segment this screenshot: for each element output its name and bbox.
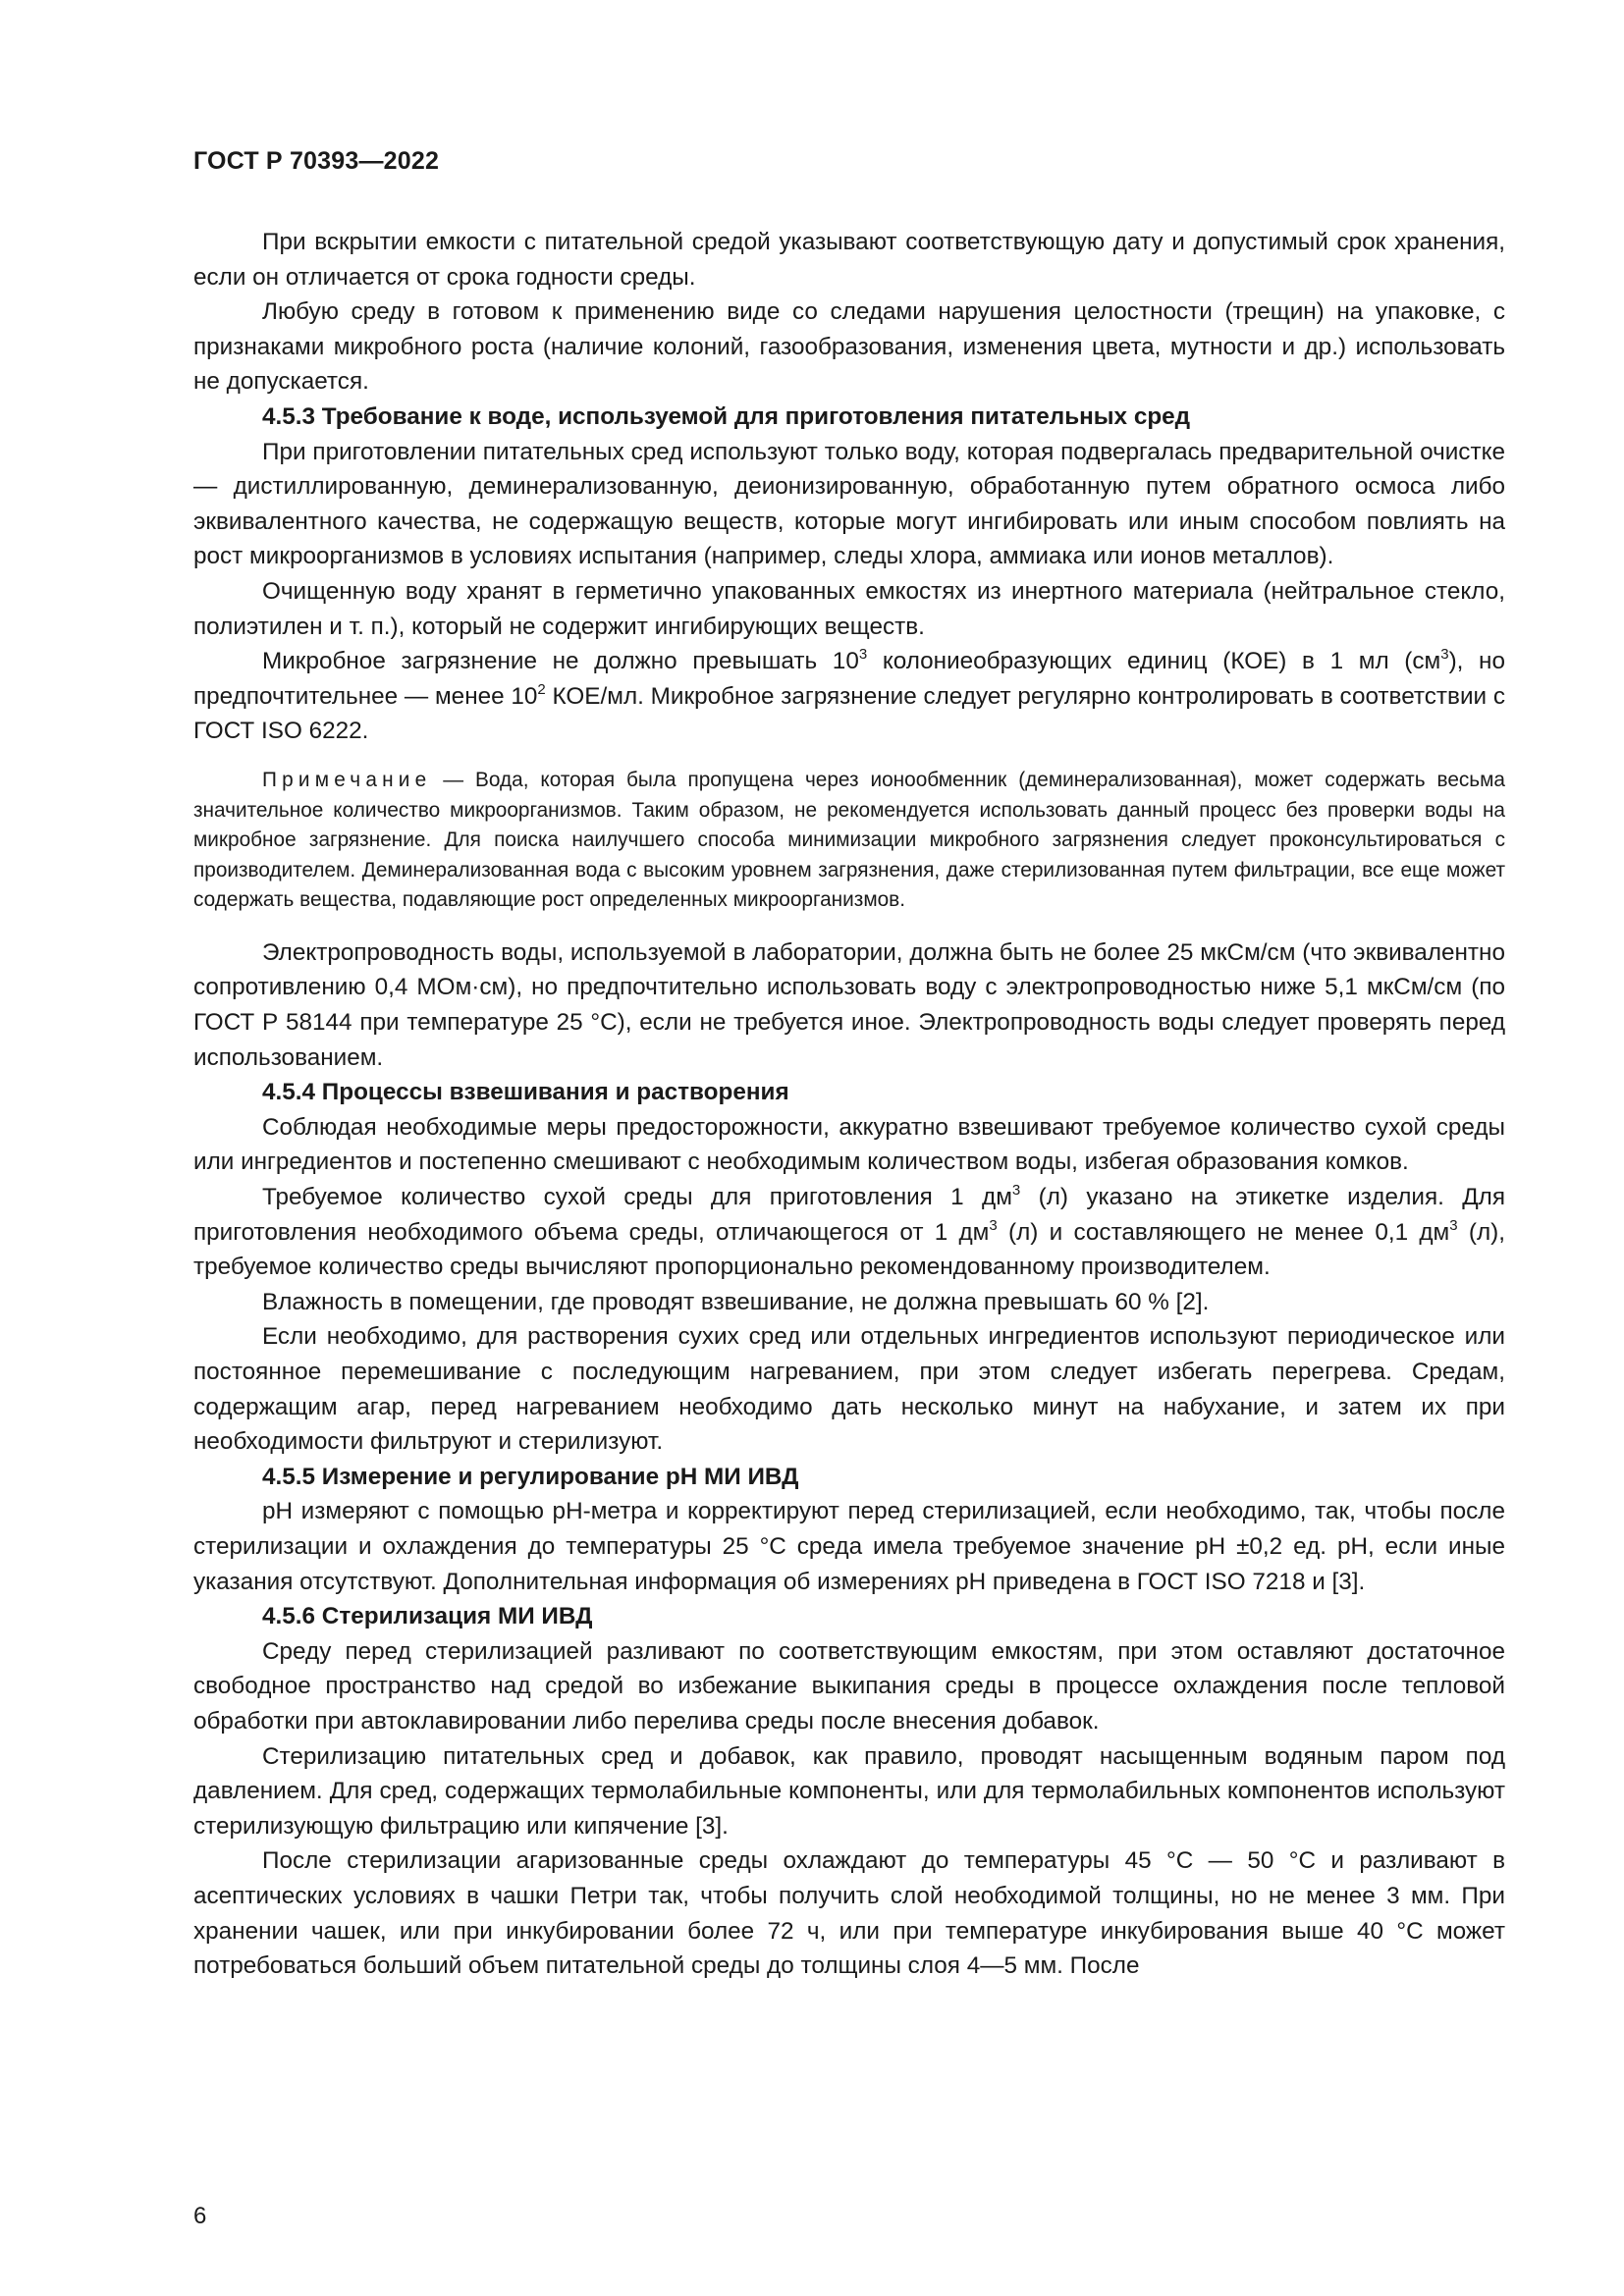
paragraph-dissolution: Если необходимо, для растворения сухих сред или отдельных ингредиентов используют периодическое или постоянное перемешивание с последующим нагреванием, при этом следует избегать перегрева. Средам, содержащим агар, перед нагреванием необходимо дать несколько минут на набухание, и затем их при необходимости фильтруют и стерилизуют. bbox=[193, 1323, 1505, 1456]
paragraph-damaged-media: Любую среду в готовом к применению виде со следами нарушения целостности (трещин) на упаковке, с признаками микробного роста (наличие колоний, газообразования, изменения цвета, мутности и др.) использовать не допускается. bbox=[193, 298, 1505, 396]
paragraph-opening-date: При вскрытии емкости с питательной средой указывают соответствующую дату и допустимый срок хранения, если он отличается от срока годности среды. bbox=[193, 229, 1505, 291]
page-number: 6 bbox=[193, 2203, 207, 2229]
section-heading-4-5-5: 4.5.5 Измерение и регулирование рН МИ ИВД bbox=[262, 1463, 799, 1490]
paragraph-humidity: Влажность в помещении, где проводят взвешивание, не должна превышать 60 % [2]. bbox=[262, 1288, 1210, 1315]
note-label: Примечание bbox=[262, 768, 432, 791]
section-heading-4-5-4: 4.5.4 Процессы взвешивания и растворения bbox=[262, 1079, 789, 1106]
paragraph-dry-media-quantity: Требуемое количество сухой среды для приготовления 1 $дм^3$ (л) указано на этикетке изделия. Для приготовления необходимого объема среды, отличающегося от 1 $дм^3$ (л) и составляющего не менее 0,1 $дм^3$ (л), требуемое количество среды вычисляют пропорционально рекомендованному производителем. bbox=[193, 1182, 1505, 1281]
document-body bbox=[193, 225, 1505, 1984]
paragraph-ph-measurement: рН измеряют с помощью рН-метра и корректируют перед стерилизацией, если необходимо, так, чтобы после стерилизации и охлаждения до температуры 25 °С среда имела требуемое значение рН ±0,2 ед. рН, если иные указания отсутствуют. Дополнительная информация об измерениях рН приведена в ГОСТ ISO 7218 и [3]. bbox=[193, 1498, 1505, 1595]
paragraph-water-storage: Очищенную воду хранят в герметично упакованных емкостях из инертного материала (нейтральное стекло, полиэтилен и т. п.), который не содержит ингибирующих веществ. bbox=[193, 577, 1505, 640]
section-heading-4-5-6: 4.5.6 Стерилизация МИ ИВД bbox=[262, 1603, 593, 1630]
paragraph-steam-sterilization: Стерилизацию питательных сред и добавок, как правило, проводят насыщенным водяным паром под давлением. Для сред, содержащих термолабильные компоненты, или для термолабильных компонентов используют стерилизующую фильтрацию или кипячение [3]. bbox=[193, 1742, 1505, 1840]
document-code-header: ГОСТ Р 70393—2022 bbox=[193, 147, 440, 175]
note-block bbox=[193, 766, 1505, 916]
paragraph-dispensing: Среду перед стерилизацией разливают по соответствующим емкостям, при этом оставляют достаточное свободное пространство над средой во избежание выкипания среды в процессе охлаждения после тепловой обработки при автоклавировании либо перелива среды после внесения добавок. bbox=[193, 1637, 1505, 1735]
paragraph-microbial-contamination: Микробное загрязнение не должно превышать $10^3$ колониеобразующих единиц (КОЕ) в 1 мл $(см^3)$, но предпочтительнее — менее $10^2$ КОЕ/мл. Микробное загрязнение следует регулярно контролировать в соответствии с ГОСТ ISO 6222. bbox=[193, 646, 1505, 745]
note-text: — Вода, которая была пропущена через ионообменник (деминерализованная), может содержать весьма значительное количество микроорганизмов. Таким образом, не рекомендуется использовать данный процесс без проверки воды на микробное загрязнение. Для поиска наилучшего способа минимизации микробного загрязнения следует проконсультироваться с производителем. Деминерализованная вода с высоким уровнем загрязнения, даже стерилизованная путем фильтрации, все еще может содержать вещества, подавляющие рост определенных микроорганизмов. bbox=[193, 768, 1505, 912]
paragraph-conductivity: Электропроводность воды, используемой в лаборатории, должна быть не более 25 мкСм/см (что эквивалентно сопротивлению 0,4 МОм·см), но предпочтительно использовать воду с электропроводностью ниже 5,1 мкСм/см (по ГОСТ Р 58144 при температуре 25 °С), если не требуется иное. Электропроводность воды следует проверять перед использованием. bbox=[193, 938, 1505, 1071]
paragraph-water-purification: При приготовлении питательных сред используют только воду, которая подвергалась предварительной очистке — дистиллированную, деминерализованную, деионизированную, обработанную путем обратного осмоса либо эквивалентного качества, не содержащую веществ, которые могут ингибировать или иным способом повлиять на рост микроорганизмов в условиях испытания (например, следы хлора, аммиака или ионов металлов). bbox=[193, 438, 1505, 570]
paragraph-agar-cooling: После стерилизации агаризованные среды охлаждают до температуры 45 °С — 50 °С и разливают в асептических условиях в чашки Петри так, чтобы получить слой необходимой толщины, но не менее 3 мм. При хранении чашек, или при инкубировании более 72 ч, или при температуре инкубирования выше 40 °С может потребоваться больший объем питательной среды до толщины слоя 4—5 мм. После bbox=[193, 1847, 1505, 1980]
section-heading-4-5-3: 4.5.3 Требование к воде, используемой для приготовления питательных сред bbox=[262, 402, 1191, 430]
paragraph-weighing: Соблюдая необходимые меры предосторожности, аккуратно взвешивают требуемое количество сухой среды или ингредиентов и постепенно смешивают с необходимым количеством воды, избегая образования комков. bbox=[193, 1113, 1505, 1176]
